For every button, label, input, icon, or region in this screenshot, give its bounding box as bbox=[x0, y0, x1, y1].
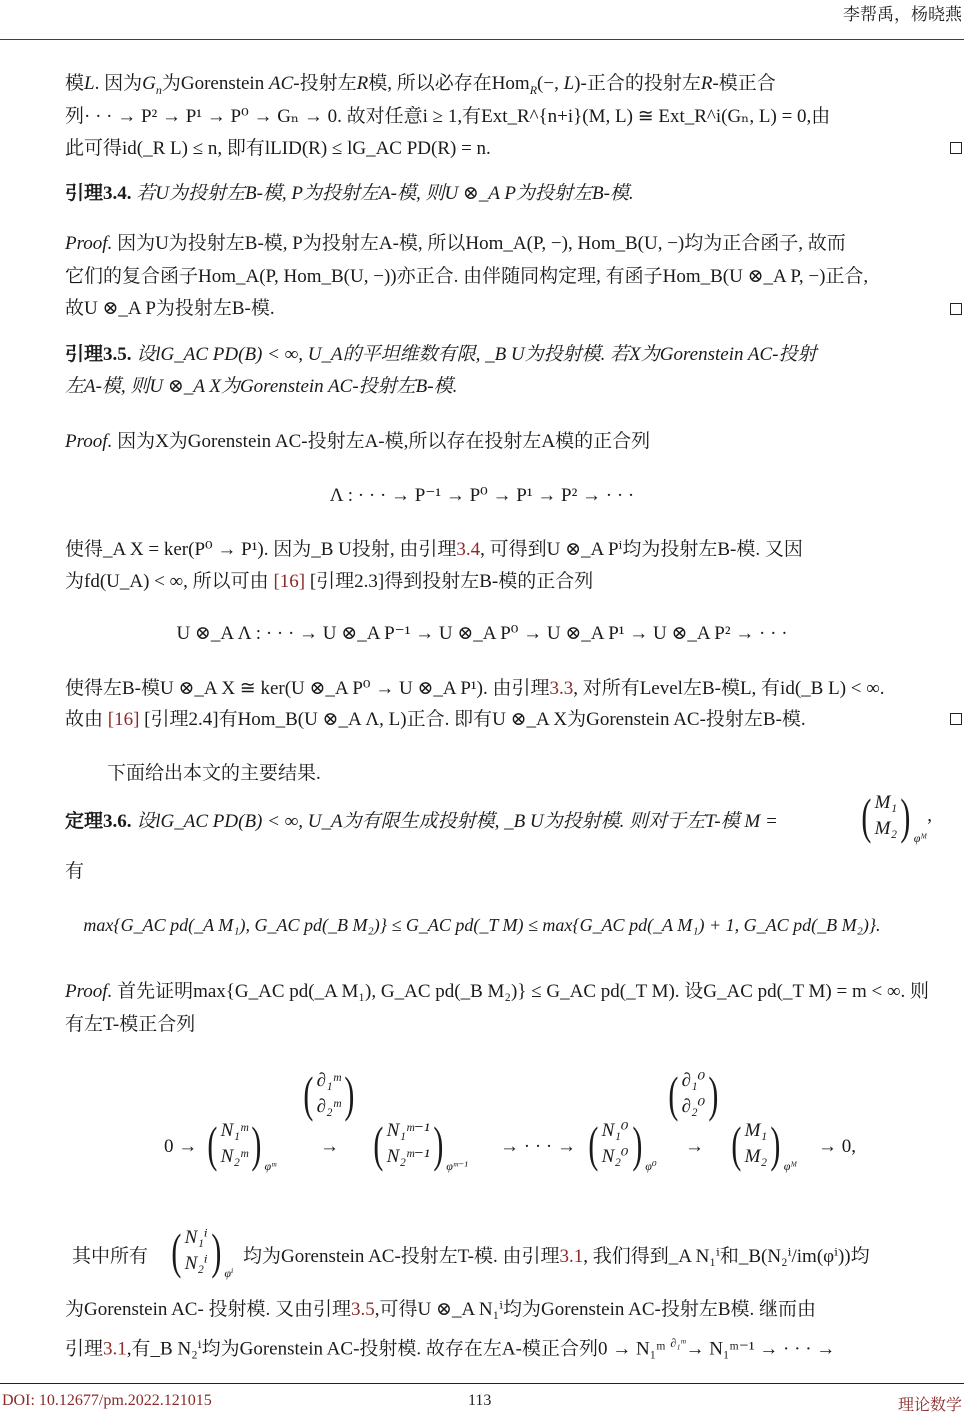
diagram-zero-start: 0 → bbox=[164, 1136, 198, 1157]
ref-lemma-3-3[interactable]: 3.3 bbox=[549, 678, 574, 699]
lemma-3-5-proof-line1: Proof. 因为X为Gorenstein AC-投射左A-模,所以存在投射左A模的正合列 bbox=[65, 431, 651, 452]
equation-u-tensor-lambda: U ⊗_A Λ : · · · → U ⊗_A P⁻¹ → U ⊗_A P⁰ → U ⊗_A P¹ → U ⊗_A P² → · · · bbox=[176, 623, 788, 644]
lemma-statement: 若U为投射左B-模, P为投射左A-模, 则U ⊗_A P为投射左B-模. bbox=[136, 183, 634, 204]
lemma-3-5-line1: 引理3.5. 设lG_AC PD(B) < ∞, U_A的平坦维数有限, _B U为投射模. 若X为Gorenstein AC-投射 bbox=[65, 344, 817, 365]
final-line1-a: 其中所有 bbox=[72, 1246, 149, 1267]
para1-line1: 模L. 因为$G_n$为Gorenstein AC-投射左R模, 所以必存在Hom$_R$(−, L)-正合的投射左R-模正合 bbox=[65, 73, 776, 97]
diagram-arrow: → bbox=[685, 1136, 704, 1157]
lemma-3-5-proof-line3: 为fd(U_A) < ∞, 所以可由 [16] [引理2.3]得到投射左B-模的正合列 bbox=[65, 571, 594, 592]
theorem-3-6-inequality: max{G_AC pd(_A M₁), G_AC pd(_B M₂)} ≤ G_AC pd(_T M) ≤ max{G_AC pd(_A M₁) + 1, G_AC pd(_B M₂)}. bbox=[83, 915, 881, 935]
ref-lemma-3-5[interactable]: 3.5 bbox=[351, 1299, 375, 1320]
footer-divider bbox=[0, 1383, 964, 1384]
theorem-3-6-proof-line2: 有左T-模正合列 bbox=[65, 1014, 196, 1035]
diagram-zero-end: → 0, bbox=[818, 1136, 856, 1157]
diagram-arrow: → bbox=[320, 1136, 339, 1157]
ref-citation-16[interactable]: [16] bbox=[107, 709, 140, 730]
page-number: 113 bbox=[468, 1392, 492, 1409]
matrix-Ni: ( N₁ⁱ N₂ⁱ ) φⁱ bbox=[171, 1223, 234, 1280]
doi-link[interactable]: DOI: 10.12677/pm.2022.121015 bbox=[2, 1392, 212, 1409]
final-line3: 引理3.1,有_B N₂ⁱ均为Gorenstein AC-投射模. 故存在左A-模正合列0 → N₁ᵐ $^{\partial_1ᵐ}$→ N₁ᵐ⁻¹ → · · · → bbox=[65, 1336, 836, 1360]
ref-lemma-3-1[interactable]: 3.1 bbox=[103, 1338, 127, 1360]
theorem-3-6-proof-line1: Proof. 首先证明max{G_AC pd(_A M₁), G_AC pd(_B M₂)} ≤ G_AC pd(_T M). 设G_AC pd(_T M) = m < ∞. 则 bbox=[65, 981, 929, 1002]
diagram-dots: → · · · → bbox=[500, 1136, 576, 1157]
journal-name: 理论数学 bbox=[897, 1397, 962, 1414]
header-divider bbox=[0, 39, 964, 40]
qed-symbol bbox=[950, 713, 962, 725]
final-line1-b: 均为Gorenstein AC-投射左T-模. 由引理3.1, 我们得到_A N₁ⁱ和_B(N₂ⁱ/im(φⁱ))均 bbox=[243, 1246, 870, 1267]
lemma-3-5-proof-line4: 使得左B-模U ⊗_A X ≅ ker(U ⊗_A P⁰ → U ⊗_A P¹). 由引理3.3, 对所有Level左B-模L, 有id(_B L) < ∞. bbox=[65, 678, 885, 699]
lemma-3-4 bbox=[65, 182, 634, 206]
ref-citation-16[interactable]: [16] bbox=[273, 571, 306, 592]
lemma-label: 引理3.4. bbox=[65, 183, 132, 204]
theorem-3-6-tail: 有 bbox=[65, 861, 85, 882]
lemma-3-5-proof-line2: 使得_A X = ker(P⁰ → P¹). 因为_B U投射, 由引理3.4, 可得到U ⊗_A Pⁱ均为投射左B-模. 又因 bbox=[65, 539, 803, 560]
ref-lemma-3-4[interactable]: 3.4 bbox=[456, 539, 481, 560]
lemma-3-4-proof-line3: 故U ⊗_A P为投射左B-模. bbox=[65, 298, 275, 319]
equation-lambda: Λ : · · · → P⁻¹ → P⁰ → P¹ → P² → · · · bbox=[329, 485, 635, 506]
para1-line2: 列· · · → P² → P¹ → P⁰ → Gₙ → 0. 故对任意i ≥ 1,有Ext_R^{n+i}(M, L) ≅ Ext_R^i(Gₙ, L) = 0,由 bbox=[65, 106, 831, 127]
diagram-node-N0: ( N₁⁰ N₂⁰ ) φ⁰ bbox=[588, 1116, 657, 1173]
diagram-map-d0: ( ∂₁⁰ ∂₂⁰ ) bbox=[668, 1066, 719, 1122]
theorem-label: 定理3.6. bbox=[65, 811, 132, 832]
proof-label: Proof. bbox=[65, 431, 113, 452]
diagram-node-Nm: ( N₁ᵐ N₂ᵐ ) φᵐ bbox=[207, 1116, 277, 1173]
diagram-node-M: ( M₁ M₂ ) φᴹ bbox=[731, 1116, 798, 1173]
diagram-node-Nm-1: ( N₁ᵐ⁻¹ N₂ᵐ⁻¹ ) φᵐ⁻¹ bbox=[373, 1116, 468, 1173]
transition-text: 下面给出本文的主要结果. bbox=[107, 763, 321, 784]
lemma-label: 引理3.5. bbox=[65, 344, 132, 365]
para1-line3: 此可得id(_R L) ≤ n, 即有lLID(R) ≤ lG_AC PD(R) = n. bbox=[65, 138, 491, 159]
ref-lemma-3-1[interactable]: 3.1 bbox=[559, 1246, 584, 1267]
final-line2: 为Gorenstein AC- 投射模. 又由引理3.5,可得U ⊗_A N₁ⁱ均为Gorenstein AC-投射左B模. 继而由 bbox=[65, 1299, 816, 1320]
lemma-3-5-proof-line5: 故由 [16] [引理2.4]有Hom_B(U ⊗_A Λ, L)正合. 即有U ⊗_A X为Gorenstein AC-投射左B-模. bbox=[65, 709, 806, 730]
proof-label: Proof. bbox=[65, 233, 113, 254]
qed-symbol bbox=[950, 303, 962, 315]
theorem-3-6: 定理3.6. 设lG_AC PD(B) < ∞, U_A为有限生成投射模, _B U为投射模. 则对于左T-模 M = bbox=[65, 811, 778, 832]
matrix-M: ( M₁ M₂ ) φᴹ , bbox=[861, 788, 932, 845]
lemma-3-4-proof-line1: Proof. 因为U为投射左B-模, P为投射左A-模, 所以Hom_A(P, −), Hom_B(U, −)均为正合函子, 故而 bbox=[65, 233, 846, 254]
proof-label: Proof. bbox=[65, 981, 113, 1002]
lemma-3-5-line2: 左A-模, 则U ⊗_A X为Gorenstein AC-投射左B-模. bbox=[65, 376, 458, 397]
exact-sequence-diagram bbox=[160, 1068, 880, 1198]
lemma-3-4-proof-line2: 它们的复合函子Hom_A(P, Hom_B(U, −))亦正合. 由伴随同构定理, 有函子Hom_B(U ⊗_A P, −)正合, bbox=[65, 266, 869, 287]
qed-symbol bbox=[950, 142, 962, 154]
running-header-authors: 李帮禹，杨晓燕 bbox=[843, 5, 962, 24]
diagram-map-dm: ( ∂₁ᵐ ∂₂ᵐ ) bbox=[303, 1066, 354, 1122]
